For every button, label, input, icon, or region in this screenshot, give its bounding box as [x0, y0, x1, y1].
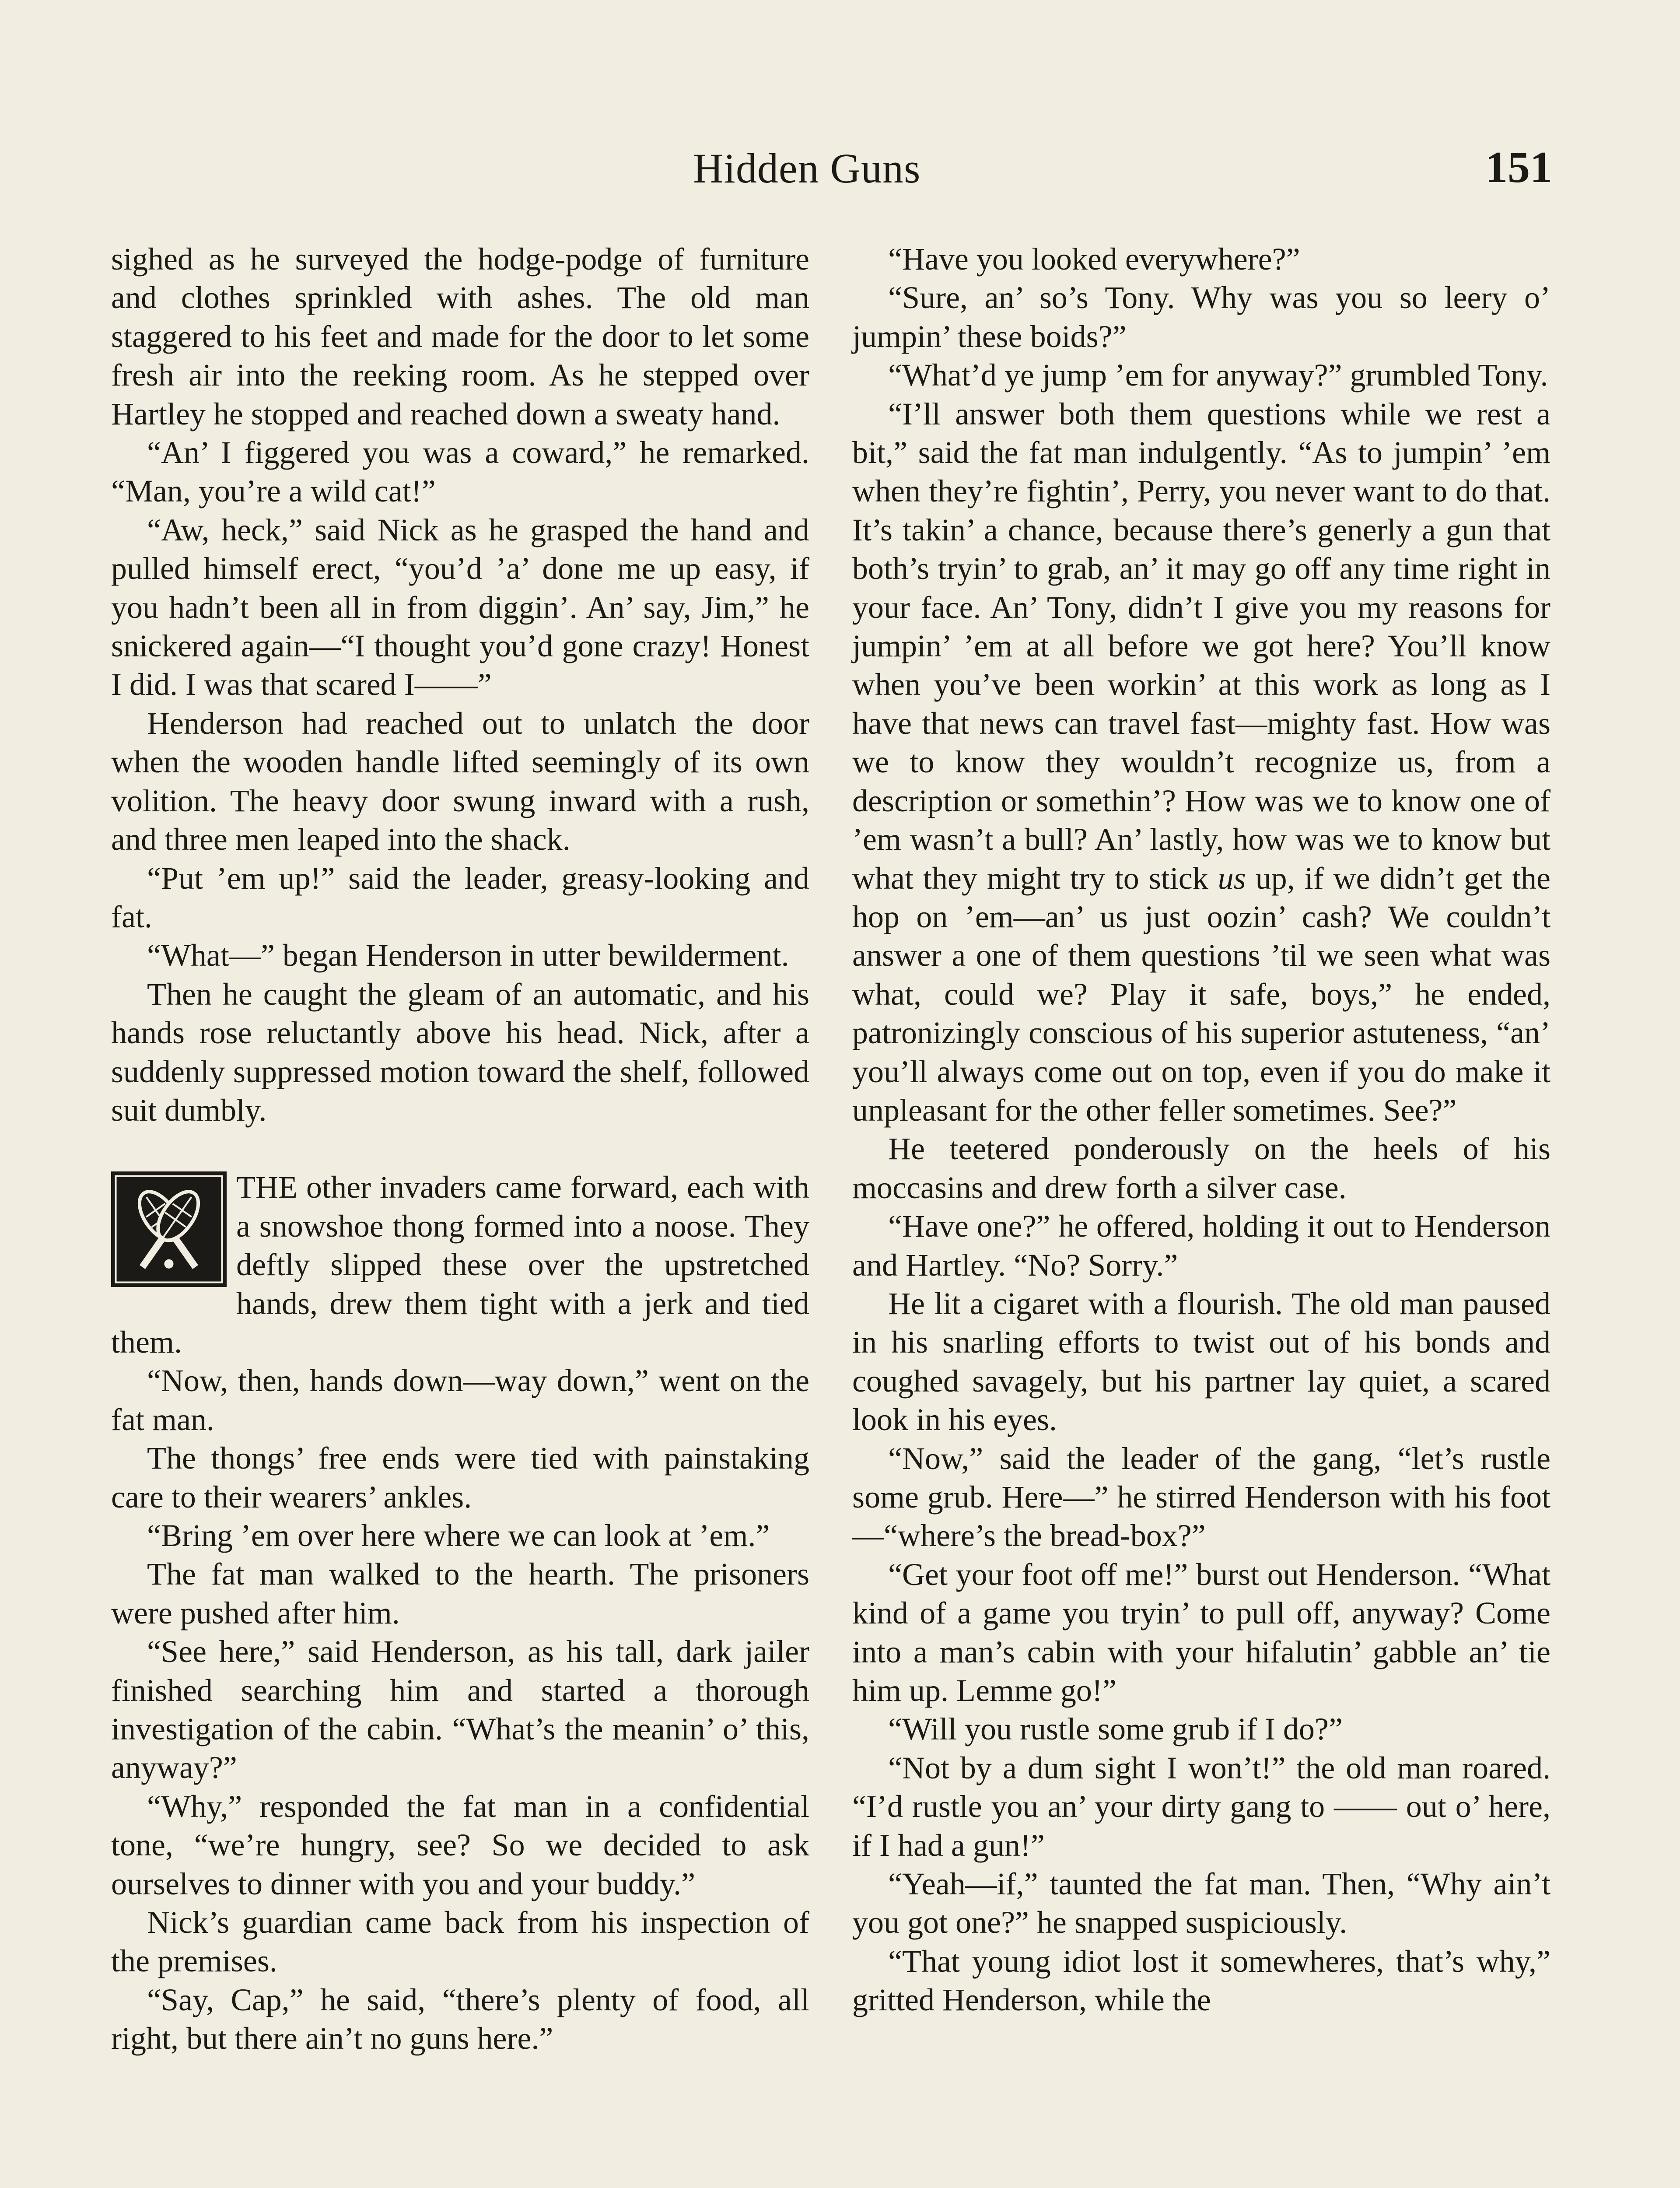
paragraph: “Have you looked everywhere?” [888, 242, 1300, 277]
section-lead-in: THE [236, 1170, 298, 1205]
running-title: Hidden Guns [693, 145, 921, 192]
paragraph: “Have one?” he offered, holding it out to Henderson and Hartley. “No? Sorry.” [852, 1209, 1550, 1283]
paragraph: “Sure, an’ so’s Tony. Why was you so leery o’ jumpin’ these boids?” [852, 280, 1550, 354]
paragraph: sighed as he surveyed the hodge-podge of furniture and clothes sprinkled with ashes. The old man staggered to his feet and made for the door to let some fresh air into the reeking room. As he stepped over Hartley he stopped and reached down a sweaty hand. [111, 242, 809, 431]
paragraph: Henderson had reached out to unlatch the door when the wooden handle lifted seemingly of its own volition. The heavy door swung inward with a rush, and three men leaped into the shack. [111, 705, 809, 857]
paragraph: “Say, Cap,” he said, “there’s plenty of food, all right, but there ain’t no guns here.” [111, 1982, 809, 2056]
paragraph: “Not by a dum sight I won’t!” the old man roared. “I’d rustle you an’ your dirty gang to —— out o’ here, if I had a gun!” [852, 1750, 1550, 1863]
paragraph: “I’ll answer both them questions while we rest a bit,” said the fat man indulgently. “As to jumpin’ ’em when they’re fightin’, Perry, you never want to do that. It’s takin’ a chance, because there’s generly a gun that both’s tryin’ to grab, an’ it may go off any time right in your face. An’ Tony, didn’t I give you my reasons for jumpin’ ’em at all before we got here? You’ll know when you’ve been workin’ at this work as long as I have that news can travel fast—mighty fast. How was we to know they wouldn’t recognize us, from a description or somethin’? How was we to know one of ’em wasn’t a bull? An’ lastly, how was we to know but what they might try to stick us up, if we didn’t get the hop on ’em—an’ us just oozin’ cash? We couldn’t answer a one of them questions ’til we seen what was what, could we? Play it safe, boys,” he ended, patronizingly conscious of his superior astuteness, “an’ you’ll always come out on top, even if you do make it unpleasant for the other feller sometimes. See?” [852, 396, 1550, 1128]
paragraph: “What’d ye jump ’em for anyway?” grumbled Tony. [888, 358, 1548, 393]
paragraph: The thongs’ free ends were tied with painstaking care to their wearers’ ankles. [111, 1441, 809, 1515]
paragraph: “Why,” responded the fat man in a confidential tone, “we’re hungry, see? So we decided to ask ourselves to dinner with you and your buddy.” [111, 1788, 809, 1901]
left-column [111, 240, 809, 2058]
paragraph: “Will you rustle some grub if I do?” [888, 1711, 1343, 1747]
paragraph: “Yeah—if,” taunted the fat man. Then, “Why ain’t you got one?” he snapped suspiciously. [852, 1866, 1550, 1940]
paragraph: “That young idiot lost it somewheres, that’s why,” gritted Henderson, while the [852, 1943, 1550, 2018]
right-column [852, 240, 1550, 2020]
paragraph: The fat man walked to the hearth. The prisoners were pushed after him. [111, 1557, 809, 1630]
paragraph: Nick’s guardian came back from his inspection of the premises. [111, 1905, 809, 1979]
section-break [111, 1129, 809, 1168]
paragraph: “Get your foot off me!” burst out Henderson. “What kind of a game you tryin’ to pull off, anyway? Come into a man’s cabin with your hifalutin’ gabble an’ tie him up. Lemme go!” [852, 1557, 1550, 1708]
page-number: 151 [1485, 143, 1552, 192]
section-opening-paragraph [111, 1168, 809, 1361]
paragraph: “What—” began Henderson in utter bewilderment. [147, 938, 789, 973]
crossed-snowshoes-icon [111, 1171, 227, 1287]
paragraph: “See here,” said Henderson, as his tall, dark jailer finished searching him and started a thorough investigation of the cabin. “What’s the meanin’ o’ this, anyway?” [111, 1634, 809, 1785]
paragraph: “Put ’em up!” said the leader, greasy-looking and fat. [111, 860, 809, 934]
paragraph: He lit a cigaret with a flourish. The old man paused in his snarling efforts to twist out of his bonds and coughed savagely, but his partner lay quiet, a scared look in his eyes. [852, 1286, 1550, 1438]
paragraph: “Bring ’em over here where we can look at ’em.” [147, 1518, 770, 1553]
section-opening-text: other invaders came forward, each with a snowshoe thong formed into a noose. They deftly slipped these over the upstretched hands, drew them tight with a jerk and tied them. [111, 1170, 809, 1360]
paragraph: He teetered ponderously on the heels of his moccasins and drew forth a silver case. [852, 1131, 1550, 1205]
paragraph: Then he caught the gleam of an automatic, and his hands rose reluctantly above his head. Nick, after a suddenly suppressed motion toward the shelf, followed suit dumbly. [111, 976, 809, 1128]
paragraph: “An’ I figgered you was a coward,” he remarked. “Man, you’re a wild cat!” [111, 435, 809, 509]
paragraph: “Now, then, hands down—way down,” went on the fat man. [111, 1363, 809, 1437]
paragraph: “Now,” said the leader of the gang, “let’s rustle some grub. Here—” he stirred Henderson with his foot—“where’s the bread-box?” [852, 1441, 1550, 1553]
paragraph: “Aw, heck,” said Nick as he grasped the hand and pulled himself erect, “you’d ’a’ done me up easy, if you hadn’t been all in from diggin’. An’ say, Jim,” he snickered again—“I thought you’d gone crazy! Honest I did. I was that scared I——” [111, 512, 809, 702]
